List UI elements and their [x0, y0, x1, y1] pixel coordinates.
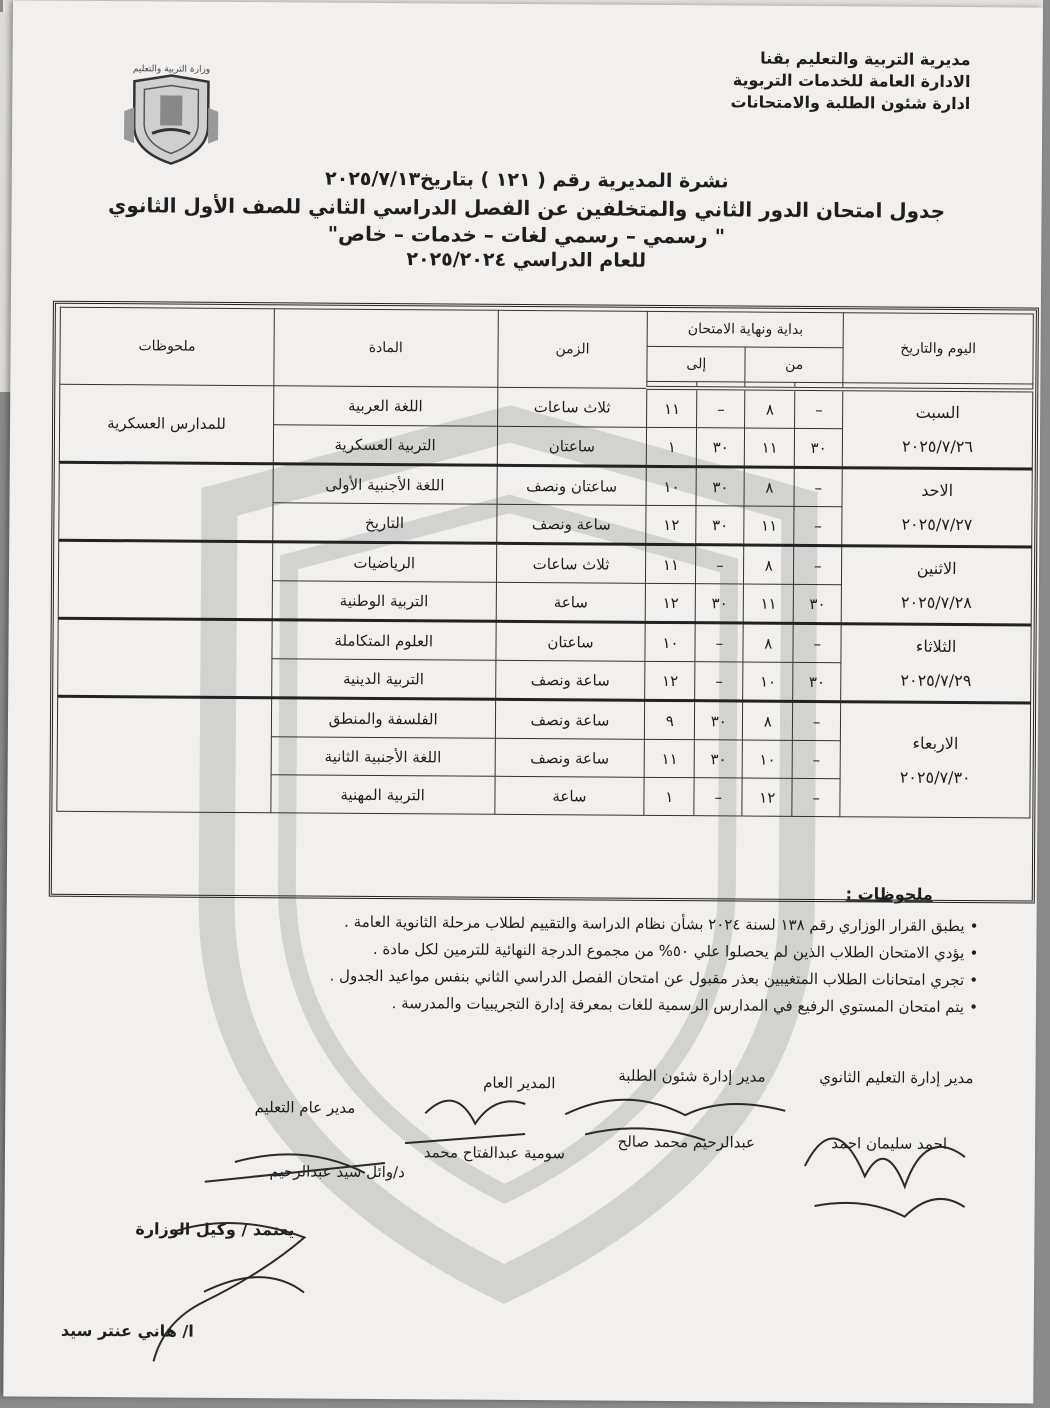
subject-cell: الرياضيات: [273, 542, 497, 583]
subject-cell: التربية المهنية: [272, 775, 496, 815]
ministry-header: [731, 47, 971, 115]
notes-cell: [59, 618, 273, 697]
schedule-table-frame: [50, 301, 1040, 904]
day-name: الاربعاء: [913, 733, 960, 753]
subject-cell: التربية الدينية: [272, 659, 496, 700]
schedule-title: جدول امتحان الدور الثاني والمتخلفين عن الفصل الدراسي الثاني للصف الأول الثانوي: [109, 193, 947, 223]
duration-cell: ساعة ونصف: [496, 699, 646, 739]
exam-date: ٢٠٢٥/٧/٢٦: [902, 436, 975, 456]
undersecretary-name: ا/ هاني عنتر سيد: [61, 1320, 195, 1341]
duration-cell: ساعتان ونصف: [498, 465, 648, 505]
ministry-line-1: مديرية التربية والتعليم بقنا: [761, 48, 972, 70]
to-hour-cell: ١: [648, 427, 698, 466]
academic-year: للعام الدراسي ٢٠٢٥/٢٠٢٤: [407, 248, 648, 272]
duration-cell: ثلاث ساعات: [497, 543, 647, 583]
from-hour-cell: ٨: [745, 467, 795, 506]
from-hour-cell: ٨: [746, 389, 796, 429]
day-date-cell: [843, 389, 1033, 469]
subject-cell: اللغة العربية: [274, 385, 498, 426]
to-minute-cell: –: [696, 623, 744, 662]
header-exam-period: بداية ونهاية الامتحان: [649, 311, 845, 347]
exam-date: ٢٠٢٥/٧/٢٨: [901, 592, 973, 612]
from-minute-cell: –: [793, 778, 841, 816]
duration-cell: ساعة ونصف: [496, 738, 646, 777]
exam-date: ٢٠٢٥/٧/٣٠: [900, 767, 972, 787]
from-minute-cell: –: [795, 545, 843, 584]
schedule-row: [59, 618, 1032, 664]
school-types: " رسمي – رسمي لغات – خدمات – خاص": [328, 221, 727, 249]
note-item: • يطبق القرار الوزاري رقم ١٣٨ لسنة ٢٠٢٤ بشأن نظام الدراسة والتقييم لطلاب مرحلة الثانوية العامة .: [0, 908, 980, 938]
to-minute-cell: ٣٠: [696, 701, 744, 740]
to-minute-cell: ٣٠: [695, 740, 743, 778]
duration-cell: ثلاث ساعات: [498, 387, 648, 428]
from-minute-cell: –: [794, 623, 842, 662]
day-date-cell: [841, 702, 1032, 818]
day-name: الثلاثاء: [916, 636, 958, 656]
from-hour-cell: ١٠: [744, 662, 794, 701]
logo-caption: وزارة التربية والتعليم: [133, 64, 212, 75]
to-hour-cell: ١١: [648, 388, 698, 428]
subject-cell: اللغة الأجنبية الثانية: [272, 737, 496, 777]
to-hour-cell: ٩: [646, 700, 696, 739]
schedule-row: [58, 696, 1031, 742]
to-minute-cell: –: [695, 778, 743, 816]
approval-title: يعتمد / وكيل الوزارة: [136, 1219, 296, 1240]
day-date-cell: [842, 624, 1032, 703]
note-item: • تجري امتحانات الطلاب المتغيبين بعذر مقبول عن امتحان الفصل الدراسي الثاني بنفس مواعيد الجدول .: [0, 962, 979, 992]
to-minute-cell: –: [698, 388, 746, 428]
schedule-row: [60, 462, 1033, 508]
subject-cell: التربية الوطنية: [273, 581, 497, 622]
from-hour-cell: ١٠: [743, 740, 793, 778]
education-gm-title: مدير عام التعليم: [255, 1098, 357, 1117]
subject-cell: اللغة الأجنبية الأولى: [274, 464, 498, 505]
to-minute-cell: ٣٠: [697, 506, 745, 545]
secondary-director-title: مدير إدارة التعليم الثانوي: [820, 1068, 975, 1088]
duration-cell: ساعتان: [496, 621, 646, 661]
subject-cell: الفلسفة والمنطق: [272, 698, 496, 739]
to-minute-cell: ٣٠: [697, 467, 745, 506]
exam-date: ٢٠٢٥/٧/٢٧: [902, 514, 974, 534]
student-affairs-name: عبدالرحيم محمد صالح: [618, 1132, 757, 1152]
education-gm-name: د/وائل سيد عبدالرحيم: [270, 1162, 406, 1182]
header-notes: ملحوظات: [61, 307, 275, 385]
duration-cell: ساعتان: [498, 426, 648, 466]
header-from: من: [746, 347, 844, 383]
schedule-row: [61, 384, 1034, 430]
notes-cell: للمدارس العسكرية: [60, 384, 274, 464]
general-manager-name: سومية عبدالفتاح محمد: [424, 1143, 567, 1163]
schedule-body: [58, 384, 1034, 818]
note-item: • يؤدي الامتحان الطلاب الذين لم يحصلوا علي ٥٠% من مجموع الدرجة النهائية للترمين لكل مادة .: [0, 935, 979, 965]
day-name: الاثنين: [917, 558, 958, 578]
schedule-row: [59, 540, 1032, 586]
bulletin-number: نشرة المديرية رقم ( ١٢١ ) بتاريخ٢٠٢٥/٧/١٣: [325, 167, 730, 193]
duration-cell: ساعة ونصف: [497, 504, 647, 544]
general-manager-title: المدير العام: [484, 1073, 557, 1093]
from-minute-cell: –: [795, 467, 843, 506]
to-hour-cell: ١٢: [647, 583, 697, 622]
from-hour-cell: ٨: [744, 701, 794, 740]
notes-cell: [60, 462, 274, 541]
to-hour-cell: ١٠: [646, 622, 696, 661]
to-hour-cell: ١١: [646, 739, 696, 777]
note-item: • يتم امتحان المستوي الرفيع في المدارس الرسمية للغات بمعرفة إدارة التجريبيات والمدرسة .: [0, 989, 979, 1019]
to-minute-cell: –: [697, 545, 745, 584]
from-minute-cell: –: [794, 701, 842, 740]
header-to: إلى: [648, 346, 746, 382]
secondary-director-name: احمد سليمان احمد: [832, 1134, 949, 1153]
from-hour-cell: ١١: [746, 428, 796, 467]
from-hour-cell: ١٢: [743, 778, 793, 816]
subject-cell: التاريخ: [274, 503, 498, 544]
schedule-table: [57, 307, 1035, 819]
duration-cell: ساعة: [495, 776, 645, 815]
notes-cell: [59, 540, 273, 619]
to-minute-cell: –: [696, 662, 744, 701]
header-duration: الزمن: [498, 310, 648, 388]
from-hour-cell: ١١: [744, 584, 794, 623]
notes-list: [0, 908, 980, 1023]
notes-heading: ملحوظات :: [846, 884, 934, 904]
from-minute-cell: –: [796, 389, 844, 429]
header-day-date: اليوم والتاريخ: [844, 313, 1034, 384]
to-hour-cell: ١: [645, 777, 695, 815]
exam-date: ٢٠٢٥/٧/٢٩: [901, 670, 973, 690]
to-hour-cell: ١١: [647, 544, 697, 583]
from-minute-cell: ٣٠: [794, 584, 842, 623]
from-minute-cell: –: [793, 740, 841, 778]
from-hour-cell: ٨: [745, 545, 795, 584]
to-minute-cell: ٣٠: [697, 584, 745, 623]
day-name: السبت: [916, 402, 961, 422]
to-hour-cell: ١٢: [647, 505, 697, 544]
student-affairs-title: مدير إدارة شئون الطلبة: [619, 1066, 767, 1086]
day-name: الاحد: [922, 480, 955, 500]
ministry-line-2: الادارة العامة للخدمات التربوية: [733, 70, 972, 92]
day-date-cell: [842, 546, 1032, 625]
day-date-cell: [843, 468, 1033, 547]
from-minute-cell: –: [795, 506, 843, 545]
duration-cell: ساعة: [497, 582, 647, 622]
document-page: [4, 0, 1044, 1403]
header-subject: المادة: [275, 309, 499, 387]
duration-cell: ساعة ونصف: [496, 660, 646, 700]
subject-cell: العلوم المتكاملة: [273, 620, 497, 661]
subject-cell: التربية العسكرية: [274, 425, 498, 466]
from-minute-cell: ٣٠: [794, 662, 842, 701]
to-hour-cell: ١٠: [647, 466, 697, 505]
from-minute-cell: ٣٠: [796, 428, 844, 467]
ministry-logo: [117, 59, 228, 170]
from-hour-cell: ٨: [744, 623, 794, 662]
from-hour-cell: ١١: [745, 506, 795, 545]
notes-cell: [58, 696, 273, 812]
to-minute-cell: ٣٠: [698, 428, 746, 467]
to-hour-cell: ١٢: [646, 661, 696, 700]
ministry-line-3: ادارة شئون الطلبة والامتحانات: [731, 92, 972, 114]
